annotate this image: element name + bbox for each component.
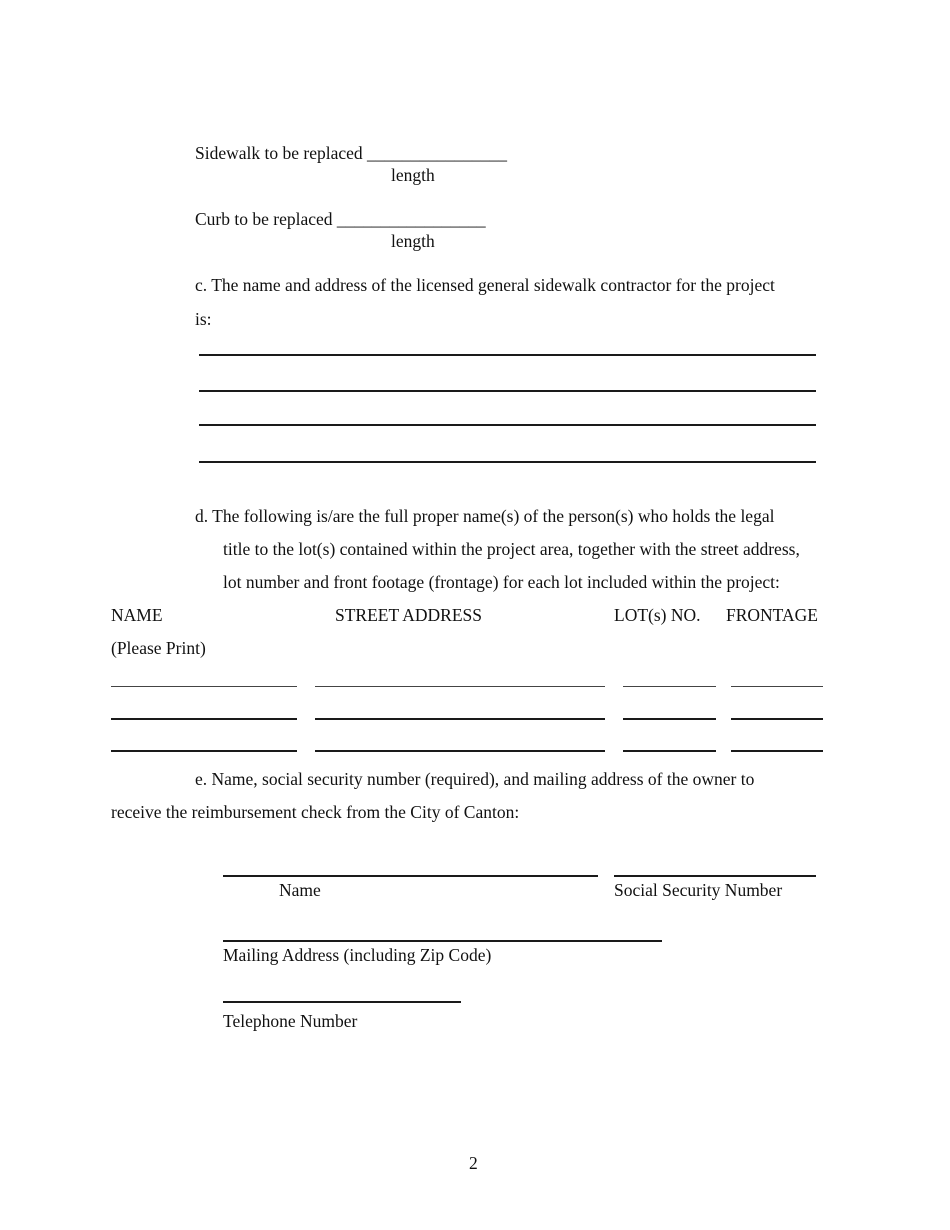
row-1-lot-line[interactable] (623, 686, 716, 687)
row-3-address-line[interactable] (315, 750, 605, 752)
row-3-frontage-line[interactable] (731, 750, 823, 752)
sidewalk-label: Sidewalk to be replaced (195, 143, 363, 163)
contractor-line-1[interactable] (199, 354, 816, 356)
mailing-address-label: Mailing Address (including Zip Code) (223, 945, 492, 965)
page-number: 2 (469, 1153, 478, 1173)
ssn-line[interactable] (614, 875, 816, 877)
curb-length-blank[interactable]: _________________ (336, 209, 486, 229)
contractor-line-4[interactable] (199, 461, 816, 463)
row-2-address-line[interactable] (315, 718, 605, 720)
row-2-name-line[interactable] (111, 718, 297, 720)
curb-label: Curb to be replaced (195, 209, 333, 229)
header-name: NAME (111, 605, 163, 625)
ssn-label: Social Security Number (614, 880, 783, 900)
section-d-line-1: d. The following is/are the full proper name(s) of the person(s) who holds the legal (195, 506, 775, 526)
header-frontage: FRONTAGE (726, 605, 818, 625)
row-2-lot-line[interactable] (623, 718, 716, 720)
curb-length-label: length (391, 231, 435, 251)
telephone-label: Telephone Number (223, 1011, 358, 1031)
section-e-line-2: receive the reimbursement check from the City of Canton: (111, 802, 520, 822)
row-2-frontage-line[interactable] (731, 718, 823, 720)
section-c-line-2: is: (195, 309, 212, 329)
owner-name-line[interactable] (223, 875, 598, 877)
header-street-address: STREET ADDRESS (335, 605, 482, 625)
section-d-line-3: lot number and front footage (frontage) for each lot included within the project: (223, 572, 780, 592)
mailing-address-line[interactable] (223, 940, 662, 942)
sidewalk-length-label: length (391, 165, 435, 185)
section-e-line-1: e. Name, social security number (required), and mailing address of the owner to (195, 769, 755, 789)
section-c-line-1: c. The name and address of the licensed general sidewalk contractor for the project (195, 275, 775, 295)
section-d-line-2: title to the lot(s) contained within the project area, together with the street address, (223, 539, 800, 559)
row-3-lot-line[interactable] (623, 750, 716, 752)
row-1-frontage-line[interactable] (731, 686, 823, 687)
sidewalk-length-blank[interactable]: ________________ (367, 143, 508, 163)
row-1-address-line[interactable] (315, 686, 605, 687)
name-print-note: (Please Print) (111, 638, 206, 658)
telephone-line[interactable] (223, 1001, 461, 1003)
contractor-line-2[interactable] (199, 390, 816, 392)
row-3-name-line[interactable] (111, 750, 297, 752)
sidewalk-label-row (195, 145, 507, 163)
contractor-line-3[interactable] (199, 424, 816, 426)
row-1-name-line[interactable] (111, 686, 297, 687)
curb-label-row (195, 211, 486, 229)
owner-name-label: Name (279, 880, 321, 900)
header-lot-no: LOT(s) NO. (614, 605, 701, 625)
